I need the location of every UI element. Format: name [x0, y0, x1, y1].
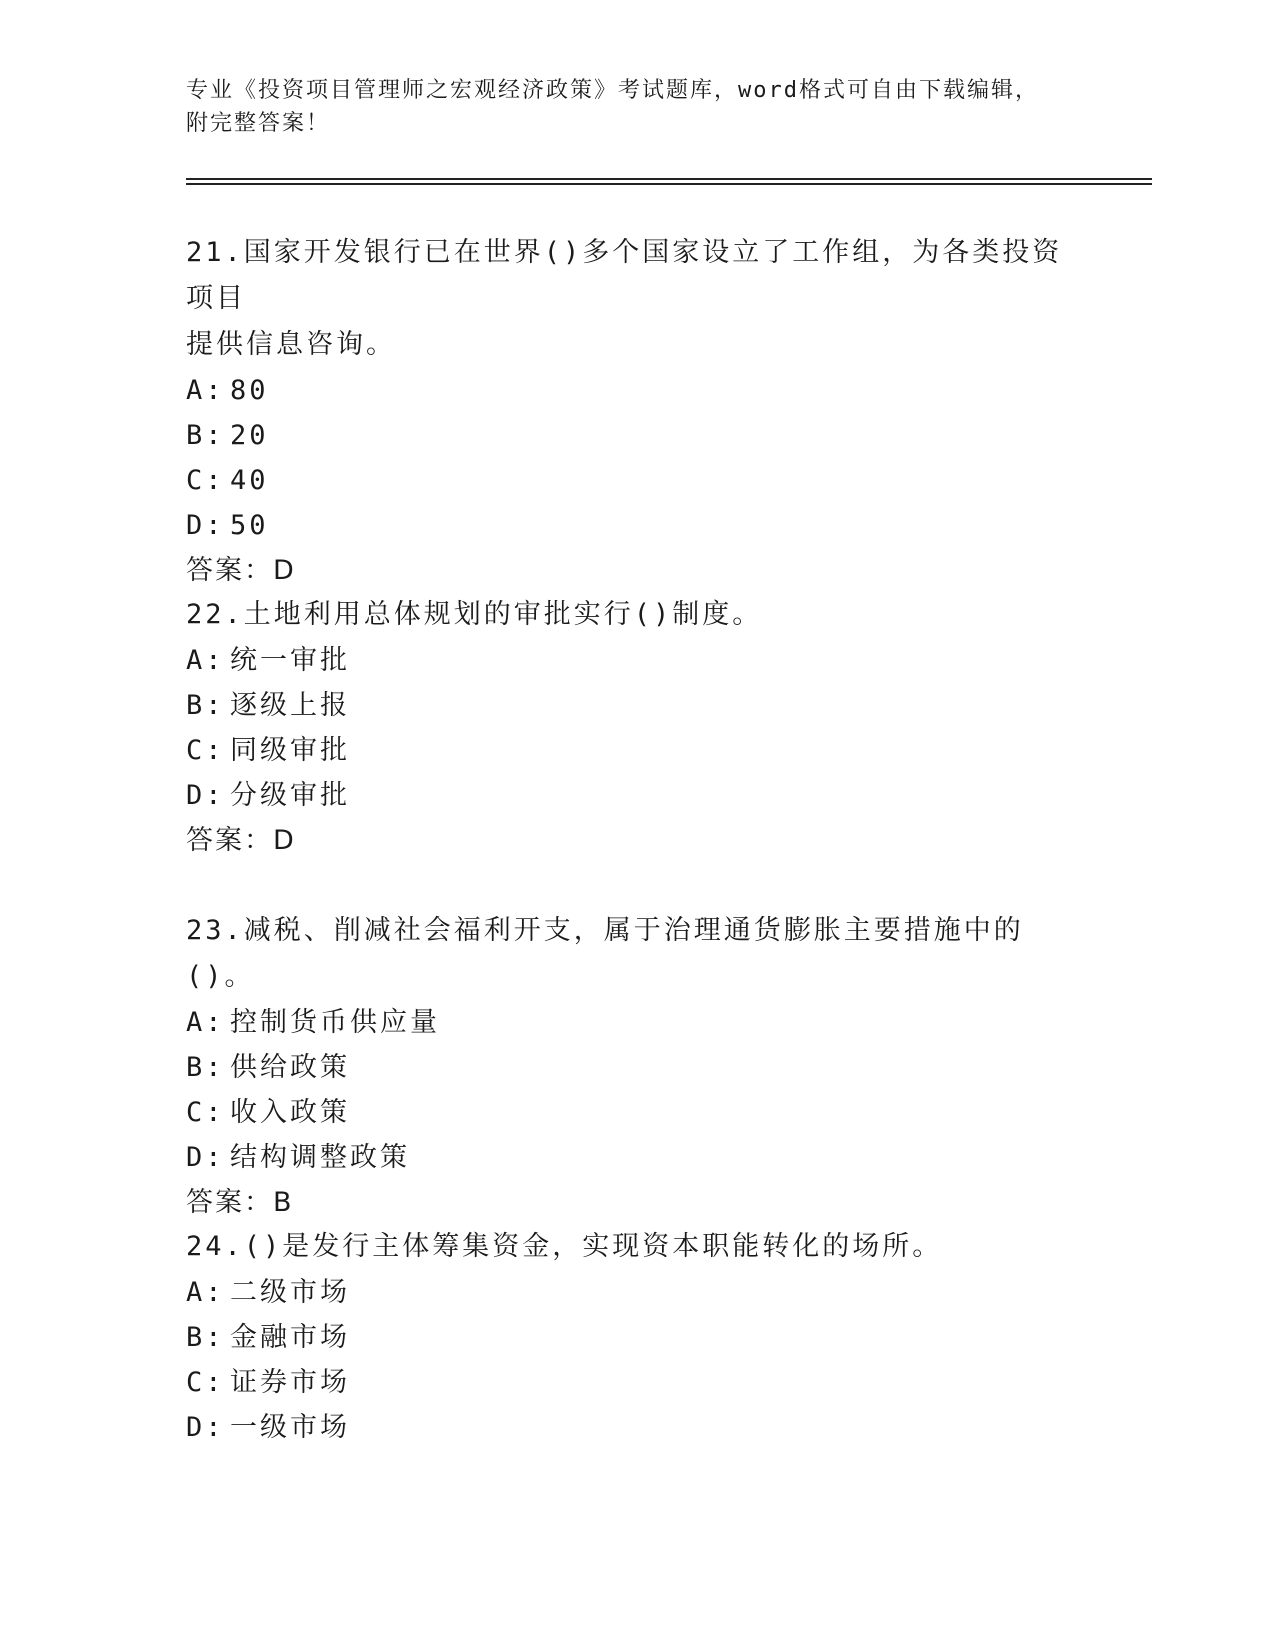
- header-divider-top: [186, 178, 1152, 180]
- question-21: [186, 230, 1086, 594]
- option-c: [186, 728, 1086, 773]
- answer: 答案：B: [186, 1187, 294, 1218]
- option-c: [186, 458, 1086, 503]
- question-22: [186, 592, 1086, 864]
- header-divider-bottom: [186, 183, 1152, 185]
- option-letter: D:: [186, 1142, 225, 1173]
- question-text-line-1: 23.减税、削减社会福利开支，属于治理通货膨胀主要措施中的()。: [186, 915, 1024, 992]
- option-letter: C:: [186, 1367, 225, 1398]
- header-line-2: 附完整答案！: [186, 111, 331, 136]
- option-b: [186, 1315, 1086, 1360]
- option-text: 逐级上报: [230, 690, 350, 721]
- option-letter: B:: [186, 1052, 225, 1083]
- option-letter: D:: [186, 780, 225, 811]
- option-text: 50: [230, 510, 269, 541]
- header-line-1: 专业《投资项目管理师之宏观经济政策》考试题库，word格式可自由下载编辑，: [186, 78, 1039, 103]
- option-letter: B:: [186, 690, 225, 721]
- option-text: 金融市场: [230, 1322, 350, 1353]
- option-text: 40: [230, 465, 269, 496]
- option-a: [186, 368, 1086, 413]
- option-text: 二级市场: [230, 1277, 350, 1308]
- option-d: [186, 773, 1086, 818]
- option-text: 控制货币供应量: [230, 1007, 440, 1038]
- option-letter: A:: [186, 1277, 225, 1308]
- option-d: [186, 1135, 1086, 1180]
- option-letter: C:: [186, 735, 225, 766]
- option-c: [186, 1360, 1086, 1405]
- option-c: [186, 1090, 1086, 1135]
- option-letter: A:: [186, 1007, 225, 1038]
- option-text: 统一审批: [230, 645, 350, 676]
- option-d: [186, 1405, 1086, 1450]
- option-text: 结构调整政策: [230, 1142, 410, 1173]
- option-letter: C:: [186, 465, 225, 496]
- option-b: [186, 683, 1086, 728]
- option-letter: A:: [186, 645, 225, 676]
- question-24: [186, 1224, 1086, 1450]
- option-text: 供给政策: [230, 1052, 350, 1083]
- option-a: [186, 1270, 1086, 1315]
- question-23: [186, 908, 1086, 1226]
- question-text-line-1: 21.国家开发银行已在世界()多个国家设立了工作组，为各类投资项目: [186, 237, 1063, 314]
- answer: 答案：D: [186, 825, 296, 856]
- option-letter: D:: [186, 510, 225, 541]
- option-letter: A:: [186, 375, 225, 406]
- option-d: [186, 503, 1086, 548]
- option-text: 分级审批: [230, 780, 350, 811]
- option-text: 同级审批: [230, 735, 350, 766]
- option-letter: B:: [186, 420, 225, 451]
- question-text-line-1: 22.土地利用总体规划的审批实行()制度。: [186, 599, 763, 630]
- option-a: [186, 1000, 1086, 1045]
- option-letter: C:: [186, 1097, 225, 1128]
- option-text: 收入政策: [230, 1097, 350, 1128]
- option-text: 80: [230, 375, 269, 406]
- document-header: [186, 74, 1086, 140]
- question-text-line-2: 提供信息咨询。: [186, 329, 396, 360]
- option-letter: B:: [186, 1322, 225, 1353]
- option-text: 一级市场: [230, 1412, 350, 1443]
- option-letter: D:: [186, 1412, 225, 1443]
- option-text: 证券市场: [230, 1367, 350, 1398]
- option-a: [186, 638, 1086, 683]
- option-b: [186, 413, 1086, 458]
- question-text-line-1: 24.()是发行主体筹集资金，实现资本职能转化的场所。: [186, 1231, 943, 1262]
- option-text: 20: [230, 420, 269, 451]
- option-b: [186, 1045, 1086, 1090]
- answer: 答案：D: [186, 555, 296, 586]
